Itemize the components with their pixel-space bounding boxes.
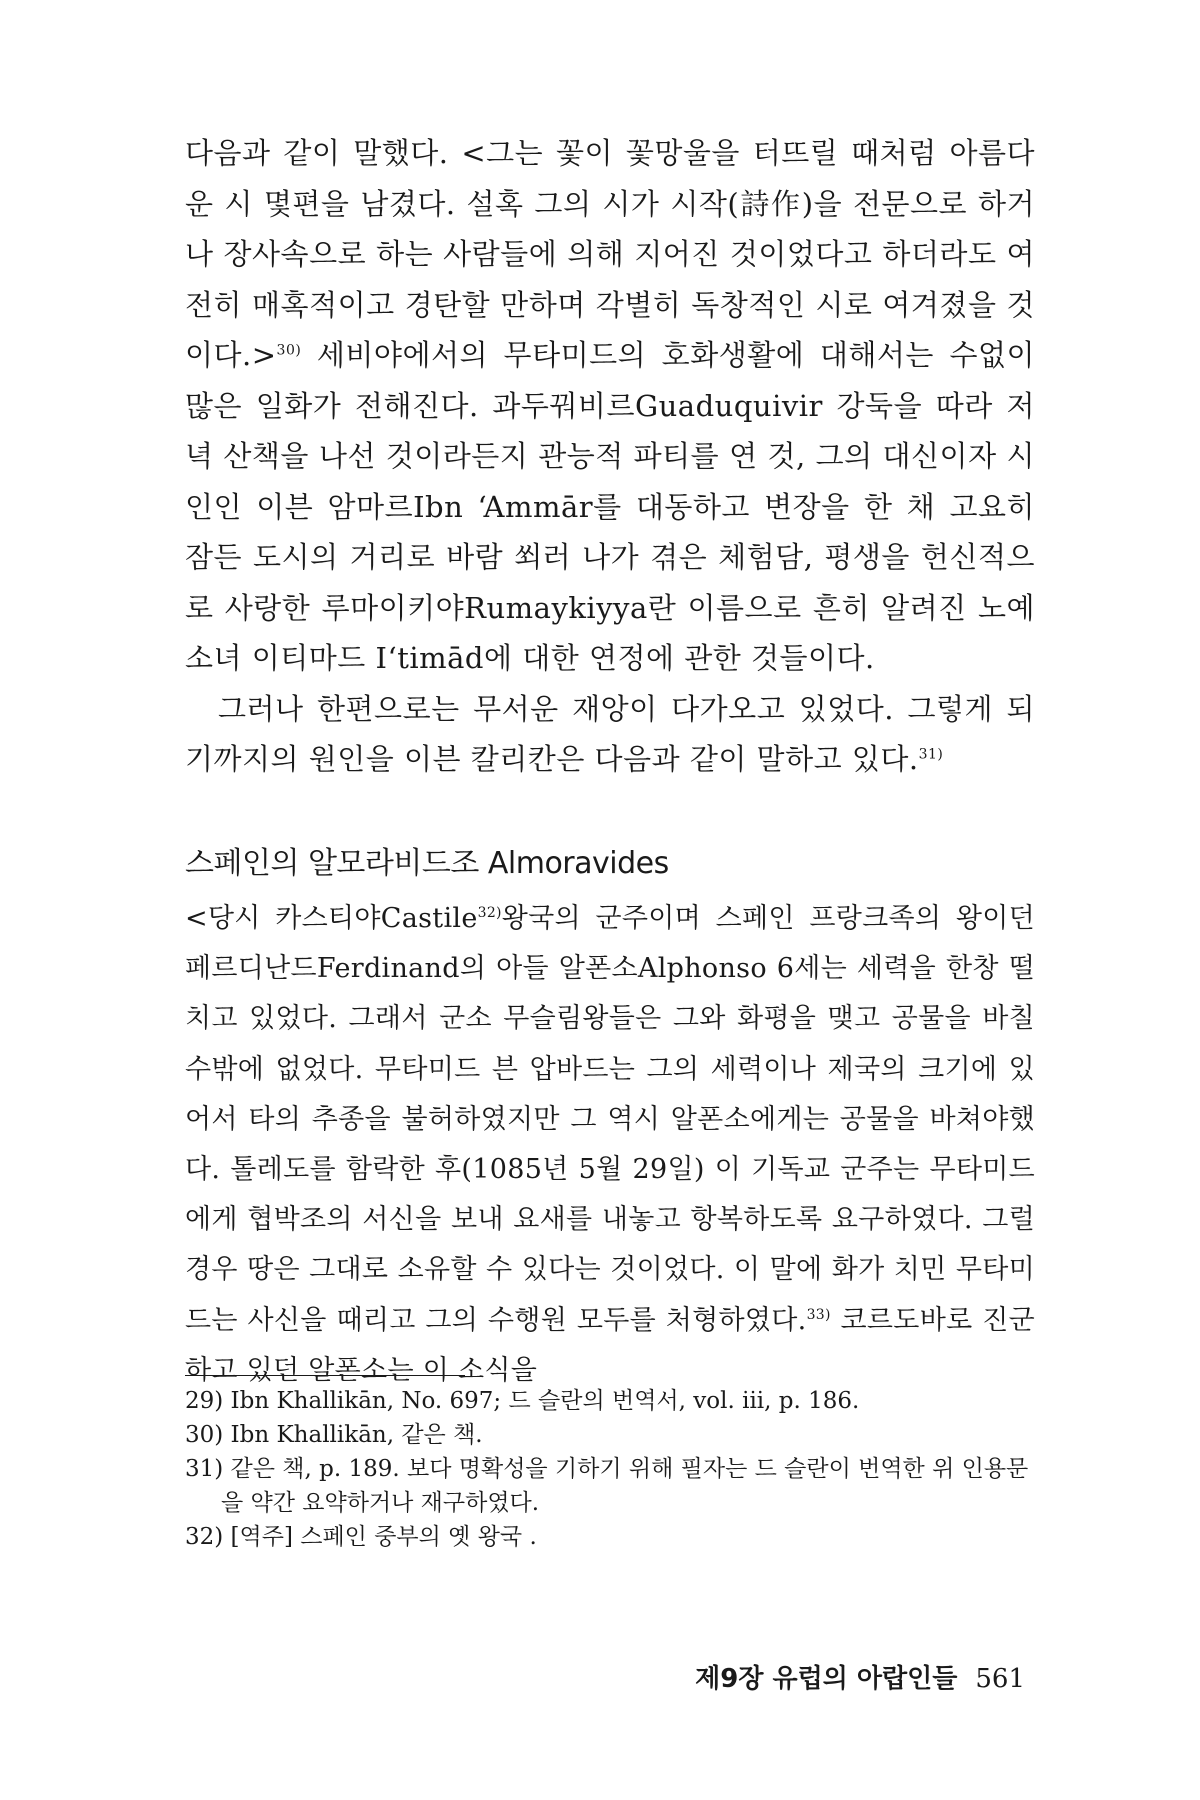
footnote-31: 31) 같은 책, p. 189. 보다 명확성을 기하기 위해 필자는 드 슬란이 번역한 위 인용문을 약간 요약하거나 재구하였다.	[185, 1456, 1029, 1516]
footnote-32: 32) [역주] 스페인 중부의 옛 왕국 .	[185, 1524, 537, 1550]
footnote-ref-31[interactable]: 31)	[918, 746, 944, 763]
footnote-divider	[185, 1375, 465, 1376]
paragraph-2-text: 그러나 한편으로는 무서운 재앙이 다가오고 있었다. 그렇게 되기까지의 원인을 이븐 칼리칸은 다음과 같이 말하고 있다.	[185, 691, 1035, 776]
page-number: 561	[975, 1664, 1025, 1694]
quote-block	[185, 894, 1035, 1396]
paragraph-1-text: 다음과 같이 말했다. <그는 꽃이 꽃망울을 터뜨릴 때처럼 아름다운 시 몇편을 남겼다. 설혹 그의 시가 시작(詩作)을 전문으로 하거나 장사속으로 하는 사람들에 의해 지어진 것이었다고 하더라도 여전히 매혹적이고 경탄할 만하며 각별히 독창적인 시로 여겨졌을 것이다.>	[185, 136, 1035, 372]
footnotes	[185, 1384, 1035, 1554]
quote-text-2: 왕국의 군주이며 스페인 프랑크족의 왕이던 페르디난드Ferdinand의 아들 알폰소Alphonso 6세는 세력을 한창 떨치고 있었다. 그래서 군소 무슬림왕들은 그와 화평을 맺고 공물을 바칠 수밖에 없었다. 무타미드 븐 압바드는 그의 세력이나 제국의 크기에 있어서 타의 추종을 불허하였지만 그 역시 알폰소에게는 공물을 바쳐야했다. 톨레도를 함락한 후(1085년 5월 29일) 이 기독교 군주는 무타미드에게 협박조의 서신을 보내 요새를 내놓고 항복하도록 요구하였다. 그럴 경우 땅은 그대로 소유할 수 있다는 것이었다. 이 말에 화가 치민 무타미드는 사신을 때리고 그의 수행원 모두를 처형하였다.	[185, 903, 1035, 1336]
footnote-30: 30) Ibn Khallikān, 같은 책.	[185, 1422, 483, 1448]
footnote-ref-33[interactable]: 33)	[806, 1306, 831, 1323]
main-text	[185, 128, 1035, 785]
chapter-title: 제9장 유럽의 아랍인들	[695, 1664, 958, 1694]
footnote-ref-30[interactable]: 30)	[276, 342, 302, 359]
quote-paragraph	[185, 894, 1035, 1396]
paragraph-2	[185, 684, 1035, 785]
footnote-29: 29) Ibn Khallikān, No. 697; 드 슬란의 번역서, vol. iii, p. 186.	[185, 1388, 860, 1414]
page-footer	[695, 1658, 1025, 1695]
quote-text-3: 코르도바로 진군하고 있던 알폰소는 이 소식을	[185, 1304, 1035, 1386]
section-heading: 스페인의 알모라비드조 Almoravides	[185, 846, 669, 881]
paragraph-1-continuation: 세비야에서의 무타미드의 호화생활에 대해서는 수없이 많은 일화가 전해진다. 과두꿔비르Guaduquivir 강둑을 따라 저녁 산책을 나선 것이라든지 관능적 파티를 연 것, 그의 대신이자 시인인 이븐 암마르Ibn ‘Ammār를 대동하고 변장을 한 채 고요히 잠든 도시의 거리로 바람 쐬러 나가 겪은 체험담, 평생을 헌신적으로 사랑한 루마이키야Rumaykiyya란 이름으로 흔히 알려진 노예 소녀 이티마드 I‘timād에 대한 연정에 관한 것들이다.	[185, 338, 1035, 675]
quote-text-1: <당시 카스티야Castile	[185, 903, 478, 934]
paragraph-1	[185, 128, 1035, 684]
footnote-ref-32[interactable]: 32)	[477, 905, 502, 921]
